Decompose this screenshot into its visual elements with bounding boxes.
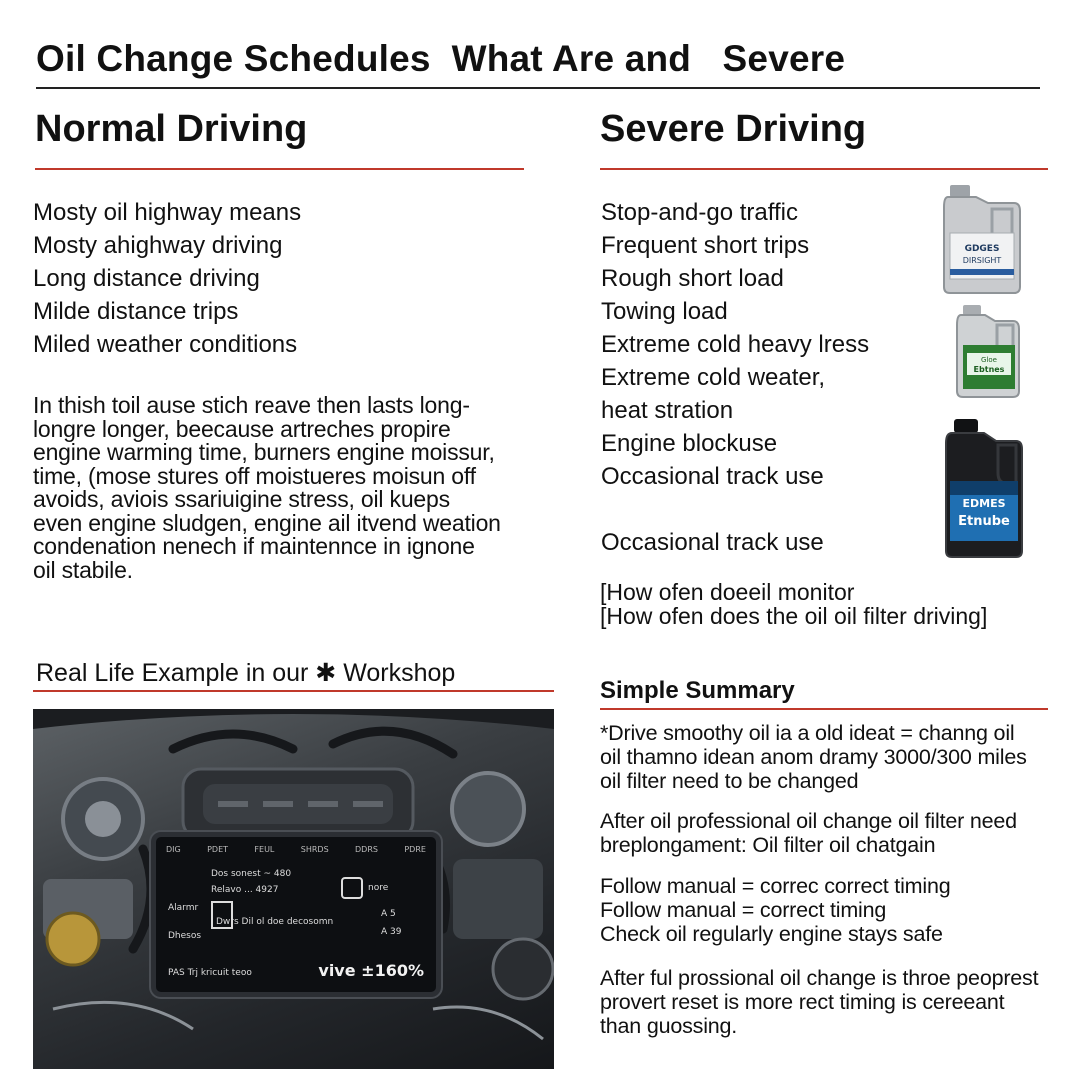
paragraph-line: avoids, aviois ssariuigine stress, oil kueps [33,486,450,512]
list-item: Engine blockuse [601,430,778,457]
normal-driving-list [33,196,301,361]
paragraph-line: In thish toil ause stich reave then lasts long- [33,392,470,418]
summary-block [600,966,1038,1038]
device-row: Dwrs Dil ol doe decosomn [216,917,334,927]
list-item: Rough short load [601,265,784,292]
summary-line: Check oil regularly engine stays safe [600,922,943,946]
severe-driving-heading: Severe Driving [600,108,867,150]
summary-line: Follow manual = correc correct timing [600,874,951,898]
device-tab: SHRDS [300,845,329,854]
lock-icon [341,877,363,899]
workshop-heading: Real Life Example in our ✱ Workshop [36,659,456,687]
list-item: Frequent short trips [601,232,810,259]
normal-driving-paragraph [33,394,533,582]
title-divider [36,87,1040,89]
severe-notes [600,580,987,628]
paragraph-line: time, (mose stures off moistueres moisun off [33,462,476,489]
device-readout: vive ±160% [318,961,424,980]
list-item: heat stration [601,397,734,424]
list-item: Occasional track use [601,463,824,490]
summary-line: provert reset is more rect timing is cereeant [600,990,1005,1014]
device-row: Dos sonest ~ 480 [211,869,292,879]
severe-extra-item: Occasional track use [601,529,824,556]
list-item: Long distance driving [33,265,260,292]
summary-line: oil thamno idean anom dramy 3000/300 miles [600,745,1027,769]
summary-block [600,809,1017,857]
summary-block [600,874,950,946]
bottle-label: DIRSIGHT [962,256,1002,265]
summary-line: *Drive smoothy oil ia a old ideat = channg oil [600,721,1015,745]
workshop-divider [33,690,554,692]
note-line: [How ofen doeeil monitor [600,579,855,605]
list-item: Towing load [601,298,728,325]
list-item: Miled weather conditions [33,331,298,358]
severe-driving-divider [600,168,1048,170]
device-tab: PDRE [404,845,426,854]
device-tab: PDET [207,845,229,854]
summary-line: oil filter need to be changed [600,769,859,793]
device-side-label: A 5 [381,909,396,919]
bottle-label: Ebtnes [973,365,1005,374]
list-item: Mosty oil highway means [33,199,302,226]
green-label-bottle-icon [955,303,1021,399]
summary-block [600,721,1027,793]
paragraph-line: oil stabile. [33,556,133,583]
list-item: Mosty ahighway driving [33,232,283,259]
summary-line: Follow manual = correct timing [600,898,887,922]
device-row: Alarmr [168,903,199,913]
bottle-label: GDGES [964,244,1000,254]
list-item: Extreme cold weater, [601,364,826,391]
list-item: Stop-and-go traffic [601,199,799,226]
diagnostic-device-screen [151,832,441,997]
device-tab-bar [166,845,426,861]
list-item: Extreme cold heavy lress [601,331,870,358]
paragraph-line: engine warming time, burners engine moissur, [33,439,495,465]
paragraph-line: longre longer, beecause artreches propire [33,415,451,442]
summary-heading: Simple Summary [600,677,795,704]
device-tab: DDRS [355,845,378,854]
paragraph-line: condenation nenech if maintennce in ignone [33,533,475,559]
list-item: Milde distance trips [33,298,239,325]
summary-line: than guossing. [600,1014,738,1038]
summary-divider [600,708,1048,710]
severe-driving-list [601,196,869,493]
bottle-label: Gloe [981,356,997,364]
black-bottle-icon [944,417,1024,559]
device-side-label: A 39 [381,927,402,937]
bottle-label: EDMES [962,497,1006,510]
summary-line: breplongament: Oil filter oil chatgain [600,833,936,857]
normal-driving-divider [35,168,524,170]
document-icon [211,901,233,929]
normal-driving-heading: Normal Driving [35,108,308,150]
note-line: [How ofen does the oil oil filter driving] [600,603,988,629]
summary-line: After oil professional oil change oil filter need [600,809,1017,833]
paragraph-line: even engine sludgen, engine ail itvend weation [33,509,501,536]
grey-bottle-icon [942,183,1022,295]
device-side-label: nore [368,883,389,893]
device-bottom-label: PAS Trj kricuit teoo [168,968,252,978]
bottle-label: Etnube [958,514,1010,529]
device-tab: FEUL [254,845,275,854]
device-row: Dhesos [168,931,202,941]
page-title: Oil Change Schedules What Are and Severe [36,38,846,79]
device-tab: DIG [166,845,181,854]
summary-line: After ful prossional oil change is throe peoprest [600,966,1039,990]
device-row: Relavo ... 4927 [211,885,279,895]
engine-bay-photo [33,709,554,1069]
